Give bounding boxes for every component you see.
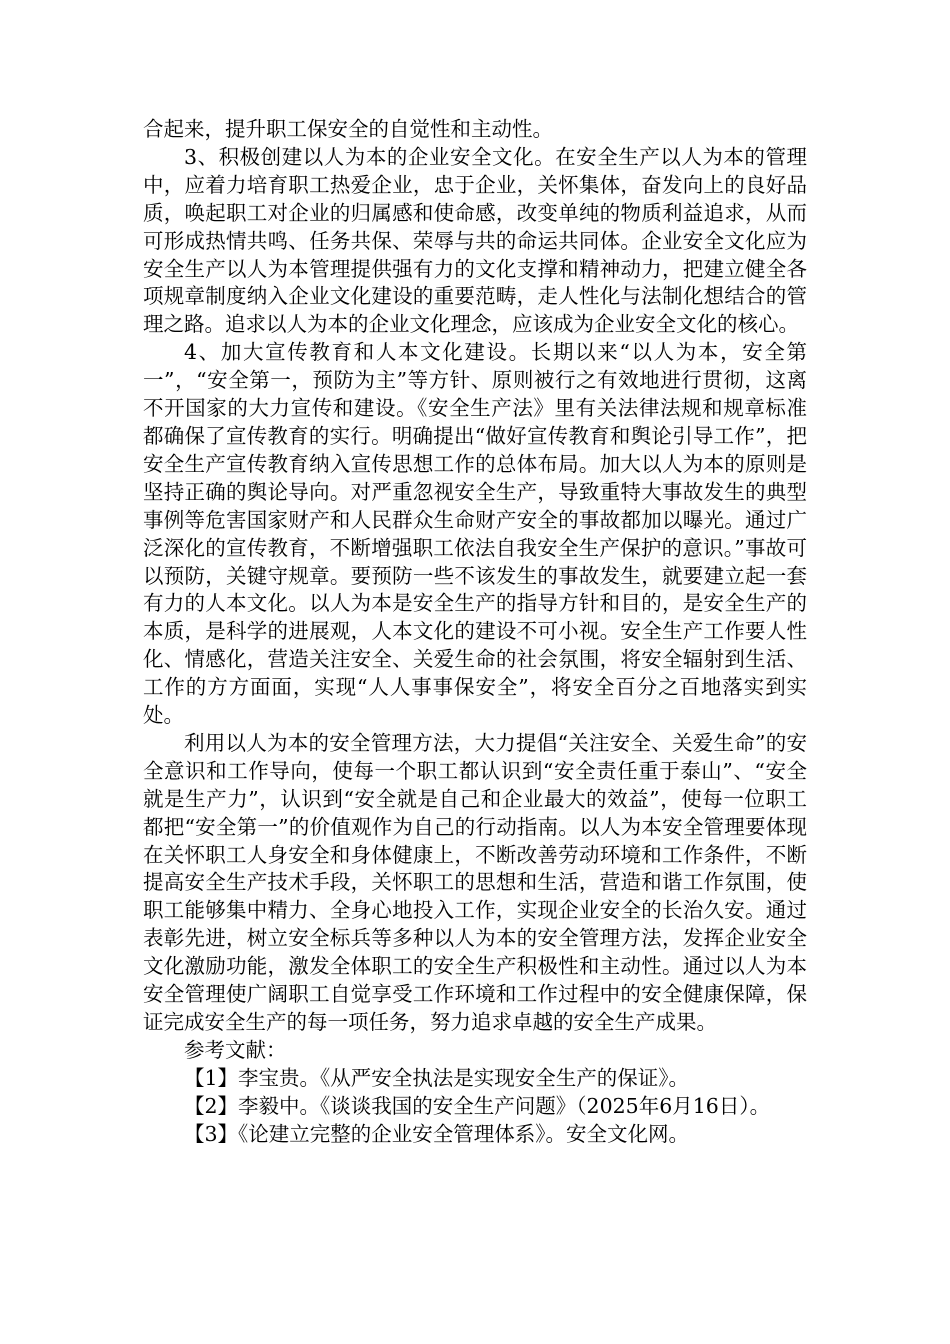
reference-item-3: 【3】《论建立完整的企业安全管理体系》。安全文化网。 bbox=[184, 1121, 690, 1146]
paragraph-continuation: 合起来，提升职工保安全的自觉性和主动性。 bbox=[143, 117, 553, 141]
paragraph-point-4: 4、加大宣传教育和人本文化建设。长期以来“以人为本，安全第一”，“安全第一，预防为主”等方针、原则被行之有效地进行贯彻，这离不开国家的大力宣传和建设。《安全生产法》里有关法律法规和规章标准都确保了宣传教育的实行。明确提出“做好宣传教育和舆论引导工作”，把安全生产宣传教育纳入宣传思想工作的总体布局。加大以人为本的原则是坚持正确的舆论导向。对严重忽视安全生产，导致重特大事故发生的典型事例等危害国家财产和人民群众生命财产安全的事故都加以曝光。通过广泛深化的宣传教育，不断增强职工依法自我安全生产保护的意识。”事故可以预防，关键守规章。要预防一些不该发生的事故发生，就要建立起一套有力的人本文化。以人为本是安全生产的指导方针和目的，是安全生产的本质，是科学的进展观，人本文化的建设不可小视。安全生产工作要人性化、情感化，营造关注安全、关爱生命的社会氛围，将安全辐射到生活、工作的方方面面，实现“人人事事保安全”，将安全百分之百地落实到实处。 bbox=[143, 340, 807, 728]
reference-item-1: 【1】李宝贵。《从严安全执法是实现安全生产的保证》。 bbox=[184, 1065, 690, 1090]
paragraph-conclusion: 利用以人为本的安全管理方法，大力提倡“关注安全、关爱生命”的安全意识和工作导向，使每一个职工都认识到“安全责任重于泰山”、“安全就是生产力”，认识到“安全就是自己和企业最大的效益”，使每一位职工都把“安全第一”的价值观作为自己的行动指南。以人为本安全管理要体现在关怀职工人身安全和身体健康上，不断改善劳动环境和工作条件，不断提高安全生产技术手段，关怀职工的思想和生活，营造和谐工作氛围，使职工能够集中精力、全身心地投入工作，实现企业安全的长治久安。通过表彰先进，树立安全标兵等多种以人为本的安全管理方法，发挥企业安全文化激励功能，激发全体职工的安全生产积极性和主动性。通过以人为本安全管理使广阔职工自觉享受工作环境和工作过程中的安全健康保障，保证完成安全生产的每一项任务，努力追求卓越的安全生产成果。 bbox=[143, 730, 807, 1034]
references-heading: 参考文献： bbox=[184, 1037, 287, 1062]
document-page bbox=[143, 116, 807, 1149]
reference-item-2: 【2】李毅中。《谈谈我国的安全生产问题》（2025年6月16日）。 bbox=[184, 1093, 771, 1118]
paragraph-point-3: 3、积极创建以人为本的企业安全文化。在安全生产以人为本的管理中，应着力培育职工热爱企业，忠于企业，关怀集体，奋发向上的良好品质，唤起职工对企业的归属感和使命感，改变单纯的物质利益追求，从而可形成热情共鸣、任务共保、荣辱与共的命运共同体。企业安全文化应为安全生产以人为本管理提供强有力的文化支撑和精神动力，把建立健全各项规章制度纳入企业文化建设的重要范畴，走人性化与法制化想结合的管理之路。追求以人为本的企业文化理念，应该成为企业安全文化的核心。 bbox=[143, 144, 807, 337]
